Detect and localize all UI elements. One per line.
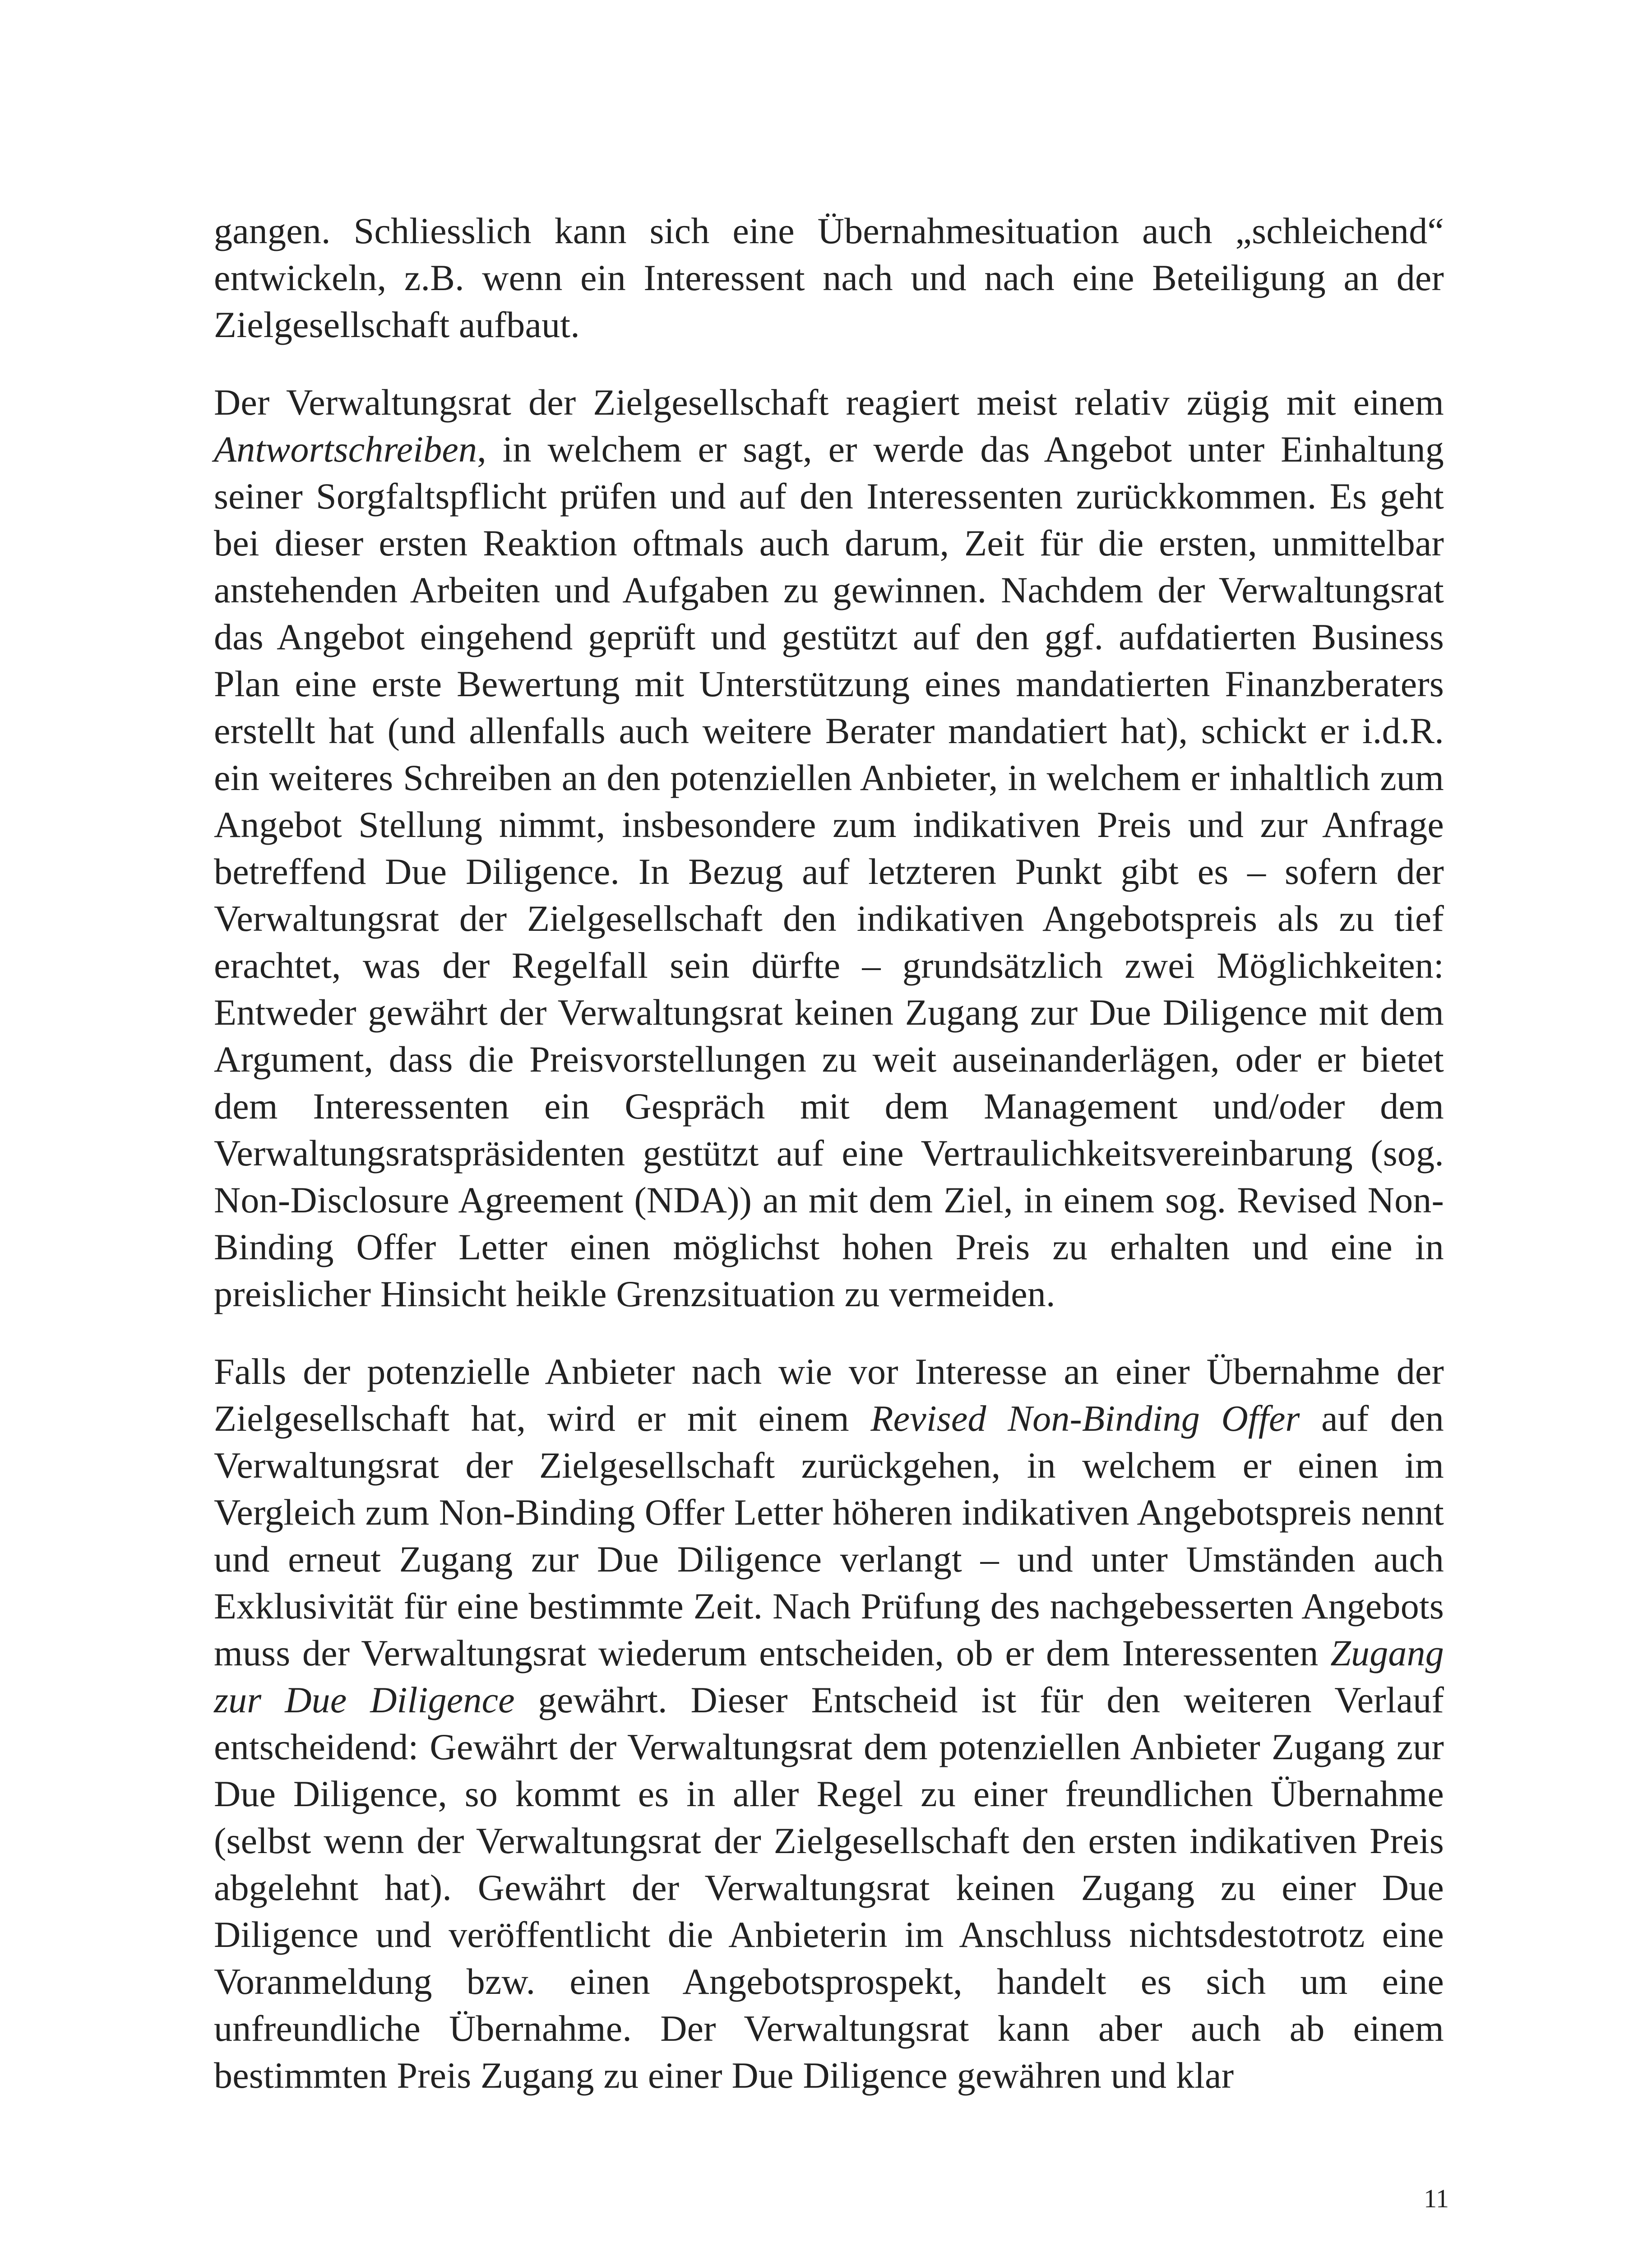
paragraph-1-text: gangen. Schliesslich kann sich eine Übernahmesituation auch „schleichend“ entwickeln, z.B. wenn ein Interessent nach und nach eine Beteiligung an der Zielgesellschaft aufbaut. [214, 210, 1444, 345]
paragraph-2-text-a: Der Verwaltungsrat der Zielgesellschaft reagiert meist relativ zügig mit einem [214, 382, 1444, 423]
paragraph-2-text-b: , in welchem er sagt, er werde das Angebot unter Einhaltung seiner Sorgfaltspflicht prüfen und auf den Interessenten zurückkommen. Es geht bei dieser ersten Reaktion oftmals auch darum, Zeit für die ersten, unmittelbar anstehenden Arbeiten und Aufgaben zu gewinnen. Nachdem der Verwaltungsrat das Angebot eingehend geprüft und gestützt auf den ggf. aufdatierten Business Plan eine erste Bewertung mit Unterstützung eines mandatierten Finanzberaters erstellt hat (und allenfalls auch weitere Berater mandatiert hat), schickt er i.d.R. ein weiteres Schreiben an den potenziellen Anbieter, in welchem er inhaltlich zum Angebot Stellung nimmt, insbesondere zum indikativen Preis und zur Anfrage betreffend Due Diligence. In Bezug auf letzteren Punkt gibt es – sofern der Verwaltungsrat der Zielgesellschaft den indikativen Angebotspreis als zu tief erachtet, was der Regelfall sein dürfte – grundsätzlich zwei Möglichkeiten: Entweder gewährt der Verwaltungsrat keinen Zugang zur Due Diligence mit dem Argument, dass die Preisvorstellungen zu weit auseinanderlägen, oder er bietet dem Interessenten ein Gespräch mit dem Management und/oder dem Verwaltungsratspräsidenten gestützt auf eine Vertraulichkeitsvereinbarung (sog. Non-Disclosure Agreement (NDA)) an mit dem Ziel, in einem sog. Revised Non-Binding Offer Letter einen möglichst hohen Preis zu erhalten und eine in preislicher Hinsicht heikle Grenzsituation zu vermeiden. [214, 429, 1444, 1314]
paragraph-2-emphasis-antwortschreiben: Antwortschreiben [214, 429, 477, 470]
paragraph-3-emphasis-revised-offer: Revised Non-Binding Offer [870, 1398, 1300, 1439]
paragraph-3-text-b: auf den Verwaltungsrat der Zielgesellschaft zurückgehen, in welchem er einen im Vergleich zum Non-Binding Offer Letter höheren indikativen Angebotspreis nennt und erneut Zugang zur Due Diligence verlangt – und unter Umständen auch Exklusivität für eine bestimmte Zeit. Nach Prüfung des nachgebesserten Angebots muss der Verwaltungsrat wiederum entscheiden, ob er dem Interessenten [214, 1398, 1444, 1674]
paragraph-2 [214, 379, 1444, 1318]
paragraph-3-text-c: gewährt. Dieser Entscheid ist für den weiteren Verlauf entscheidend: Gewährt der Verwaltungsrat dem potenziellen Anbieter Zugang zur Due Diligence, so kommt es in aller Regel zu einer freundlichen Übernahme (selbst wenn der Verwaltungsrat der Zielgesellschaft den ersten indikativen Preis abgelehnt hat). Gewährt der Verwaltungsrat keinen Zugang zu einer Due Diligence und veröffentlicht die Anbieterin im Anschluss nichtsdestotrotz eine Voranmeldung bzw. einen Angebotsprospekt, handelt es sich um eine unfreundliche Übernahme. Der Verwaltungsrat kann aber auch ab einem bestimmten Preis Zugang zu einer Due Diligence gewähren und klar [214, 1679, 1444, 2096]
paragraph-3 [214, 1348, 1444, 2099]
page-number: 11 [1424, 2184, 1449, 2213]
paragraph-3-emphasis-due-diligence: Zugang zur Due Diligence [214, 1632, 1444, 1720]
body-text [214, 208, 1444, 2130]
paragraph-3-text-a: Falls der potenzielle Anbieter nach wie vor Interesse an einer Übernahme der Zielgesellschaft hat, wird er mit einem [214, 1351, 1444, 1439]
paragraph-1 [214, 208, 1444, 348]
